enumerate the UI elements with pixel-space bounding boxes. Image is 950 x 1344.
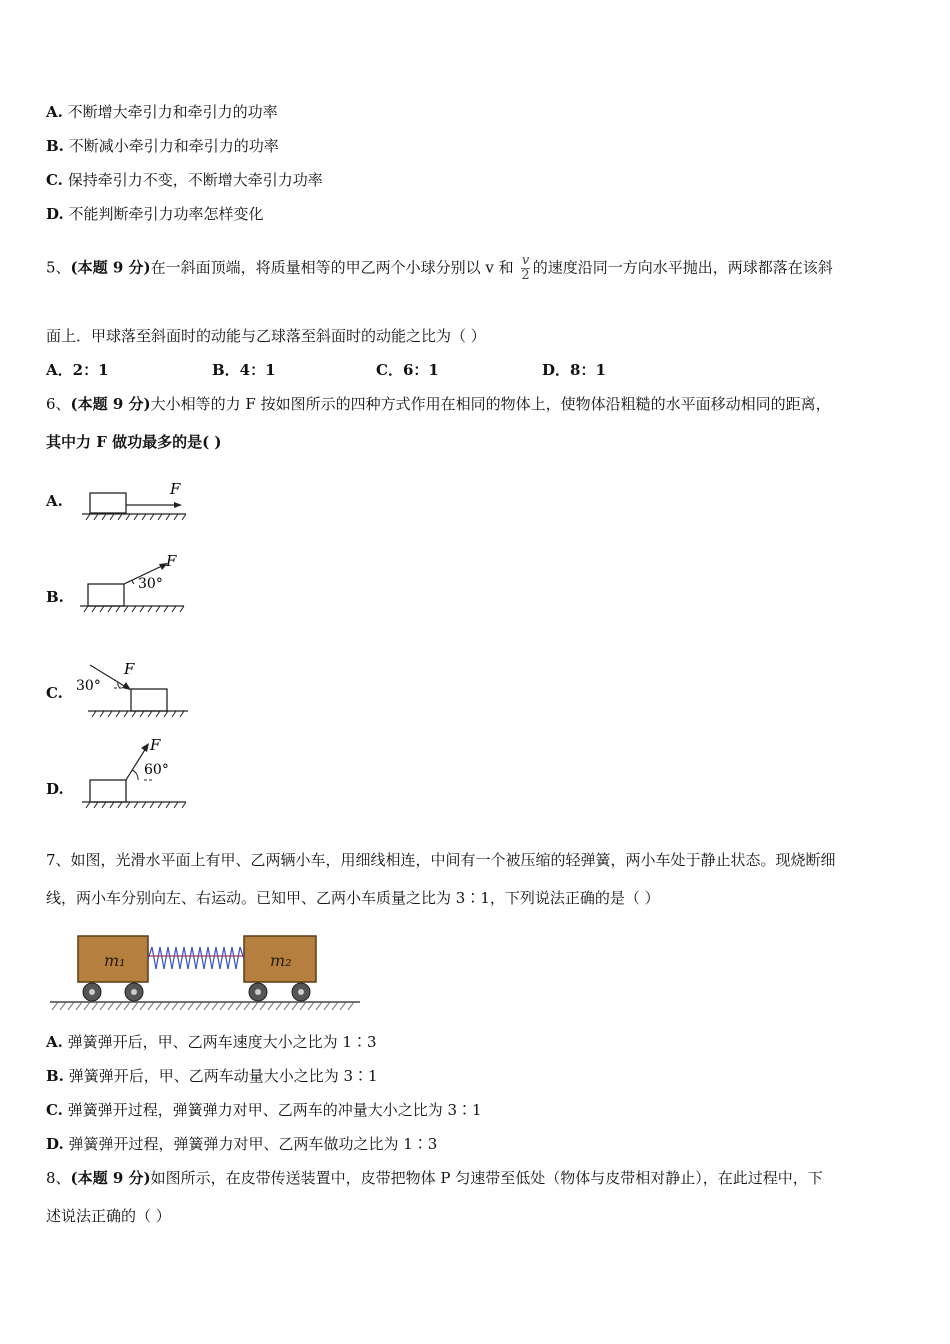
q4-option-d: D. 不能判断牵引力功率怎样变化 bbox=[46, 205, 264, 223]
q4-option-a: A. 不断增大牵引力和牵引力的功率 bbox=[46, 103, 278, 121]
q7-stem-line1: 7、如图，光滑水平面上有甲、乙两辆小车，用细线相连，中间有一个被压缩的轻弹簧，两小车处于静止状态。现烧断细 bbox=[46, 851, 836, 869]
q7-option-c: C. 弹簧弹开过程，弹簧弹力对甲、乙两车的冲量大小之比为 3∶1 bbox=[46, 1101, 482, 1119]
q6-figure-b bbox=[76, 552, 191, 614]
q5-choice-c: C．6：1 bbox=[376, 361, 439, 379]
q6-option-d-label: D. bbox=[46, 780, 64, 798]
q5-choice-a: A．2：1 bbox=[46, 361, 109, 379]
q6-figure-d bbox=[78, 736, 193, 810]
q6-b-force-label: F bbox=[166, 552, 177, 570]
q7-option-a: A. 弹簧弹开后，甲、乙两车速度大小之比为 1∶3 bbox=[46, 1033, 377, 1051]
q7-option-d: D. 弹簧弹开过程，弹簧弹力对甲、乙两车做功之比为 1∶3 bbox=[46, 1135, 438, 1153]
q5-stem-line2: 面上．甲球落至斜面时的动能与乙球落至斜面时的动能之比为（ ） bbox=[46, 327, 486, 345]
q6-c-force-label: F bbox=[124, 660, 135, 678]
q6-stem-line1: 6、(本题 9 分)大小相等的力 F 按如图所示的四种方式作用在相同的物体上，使物体沿粗糙的水平面移动相同的距离， bbox=[46, 395, 831, 413]
q7-option-b: B. 弹簧弹开后，甲、乙两车动量大小之比为 3∶1 bbox=[46, 1067, 378, 1085]
q8-stem-line1: 8、(本题 9 分)如图所示，在皮带传送装置中，皮带把物体 P 匀速带至低处（物体与皮带相对静止），在此过程中，下 bbox=[46, 1169, 823, 1187]
q6-option-c-label: C. bbox=[46, 684, 63, 702]
q5-choice-b: B．4：1 bbox=[212, 361, 276, 379]
q6-option-b-label: B. bbox=[46, 588, 64, 606]
q7-carts-figure bbox=[46, 930, 366, 1020]
q6-c-angle-label: 30° bbox=[76, 678, 101, 694]
cart1-mass-label: m₁ bbox=[104, 951, 126, 970]
q5-stem-line1: 5、(本题 9 分)在一斜面顶端，将质量相等的甲乙两个小球分别以 v 和 $\frac{v}{2}$ 的速度沿同一方向水平抛出，两球都落在该斜 bbox=[46, 253, 833, 283]
q5-fraction: $\frac{v}{2}$ bbox=[521, 253, 530, 283]
q6-d-force-label: F bbox=[150, 736, 161, 754]
q5-choice-d: D．8：1 bbox=[542, 361, 606, 379]
q8-stem-line2: 述说法正确的（ ） bbox=[46, 1207, 171, 1225]
q6-d-angle-label: 60° bbox=[144, 762, 169, 778]
q6-a-force-label: F bbox=[170, 480, 181, 498]
cart2-mass-label: m₂ bbox=[270, 951, 292, 970]
q6-figure-a bbox=[78, 478, 193, 524]
q6-figure-c bbox=[76, 660, 196, 720]
q4-option-c: C. 保持牵引力不变，不断增大牵引力功率 bbox=[46, 171, 323, 189]
spring bbox=[148, 947, 244, 969]
q6-option-a-label: A. bbox=[46, 492, 63, 510]
q7-stem-line2: 线，两小车分别向左、右运动。已知甲、乙两小车质量之比为 3∶1，下列说法正确的是（ ） bbox=[46, 889, 660, 907]
q6-stem-line2: 其中力 F 做功最多的是( ) bbox=[46, 433, 222, 451]
q6-b-angle-label: 30° bbox=[138, 576, 163, 592]
q5-choices bbox=[46, 360, 606, 380]
q4-option-b: B. 不断减小牵引力和牵引力的功率 bbox=[46, 137, 279, 155]
